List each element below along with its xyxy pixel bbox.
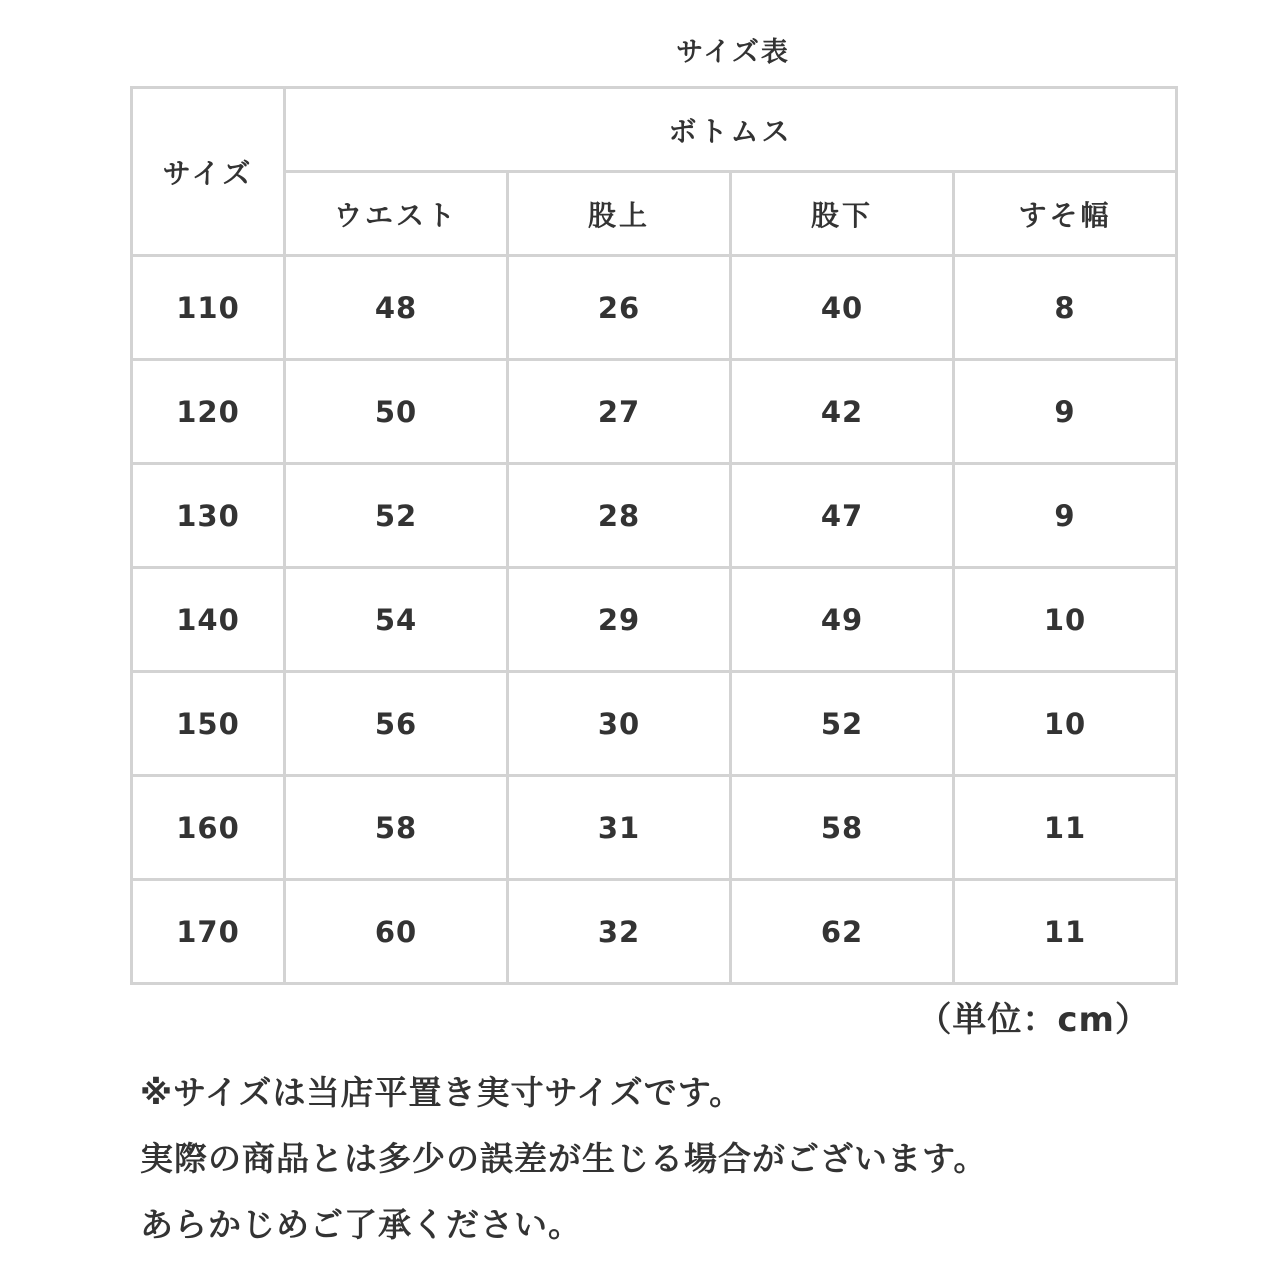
page-title: サイズ表: [676, 37, 790, 68]
rise-cell: 32: [508, 880, 731, 984]
notes: [140, 1060, 987, 1258]
hem-width-cell: 10: [954, 568, 1177, 672]
column-header-rise: 股上: [508, 172, 731, 256]
waist-cell: 56: [285, 672, 508, 776]
waist-cell: 48: [285, 256, 508, 360]
rise-cell: 30: [508, 672, 731, 776]
table-header-row: [132, 88, 1177, 172]
hem-width-cell: 9: [954, 360, 1177, 464]
hem-width-cell: 10: [954, 672, 1177, 776]
size-cell: 150: [132, 672, 285, 776]
waist-cell: 54: [285, 568, 508, 672]
size-cell: 170: [132, 880, 285, 984]
size-column-header: サイズ: [132, 88, 285, 256]
unit-label: （単位：cm）: [917, 1000, 1150, 1040]
rise-cell: 31: [508, 776, 731, 880]
table-row: [132, 880, 1177, 984]
rise-cell: 28: [508, 464, 731, 568]
size-cell: 130: [132, 464, 285, 568]
note-line: あらかじめご了承ください。: [140, 1205, 582, 1244]
hem-width-cell: 9: [954, 464, 1177, 568]
note-line: ※サイズは当店平置き実寸サイズです。: [140, 1073, 744, 1112]
waist-cell: 60: [285, 880, 508, 984]
bottoms-group-header: ボトムス: [285, 88, 1177, 172]
column-header-inseam: 股下: [731, 172, 954, 256]
table-row: [132, 256, 1177, 360]
inseam-cell: 47: [731, 464, 954, 568]
inseam-cell: 58: [731, 776, 954, 880]
waist-cell: 50: [285, 360, 508, 464]
waist-cell: 58: [285, 776, 508, 880]
column-header-hem-width: すそ幅: [954, 172, 1177, 256]
inseam-cell: 40: [731, 256, 954, 360]
rise-cell: 26: [508, 256, 731, 360]
rise-cell: 29: [508, 568, 731, 672]
table-row: [132, 776, 1177, 880]
rise-cell: 27: [508, 360, 731, 464]
size-cell: 160: [132, 776, 285, 880]
inseam-cell: 52: [731, 672, 954, 776]
column-header-waist: ウエスト: [285, 172, 508, 256]
waist-cell: 52: [285, 464, 508, 568]
size-cell: 110: [132, 256, 285, 360]
table-row: [132, 672, 1177, 776]
size-cell: 120: [132, 360, 285, 464]
table-row: [132, 464, 1177, 568]
size-table: [130, 86, 1178, 985]
hem-width-cell: 11: [954, 880, 1177, 984]
hem-width-cell: 8: [954, 256, 1177, 360]
inseam-cell: 62: [731, 880, 954, 984]
inseam-cell: 42: [731, 360, 954, 464]
table-subheader-row: [132, 172, 1177, 256]
inseam-cell: 49: [731, 568, 954, 672]
table-row: [132, 568, 1177, 672]
hem-width-cell: 11: [954, 776, 1177, 880]
size-cell: 140: [132, 568, 285, 672]
note-line: 実際の商品とは多少の誤差が生じる場合がございます。: [140, 1139, 988, 1178]
table-row: [132, 360, 1177, 464]
